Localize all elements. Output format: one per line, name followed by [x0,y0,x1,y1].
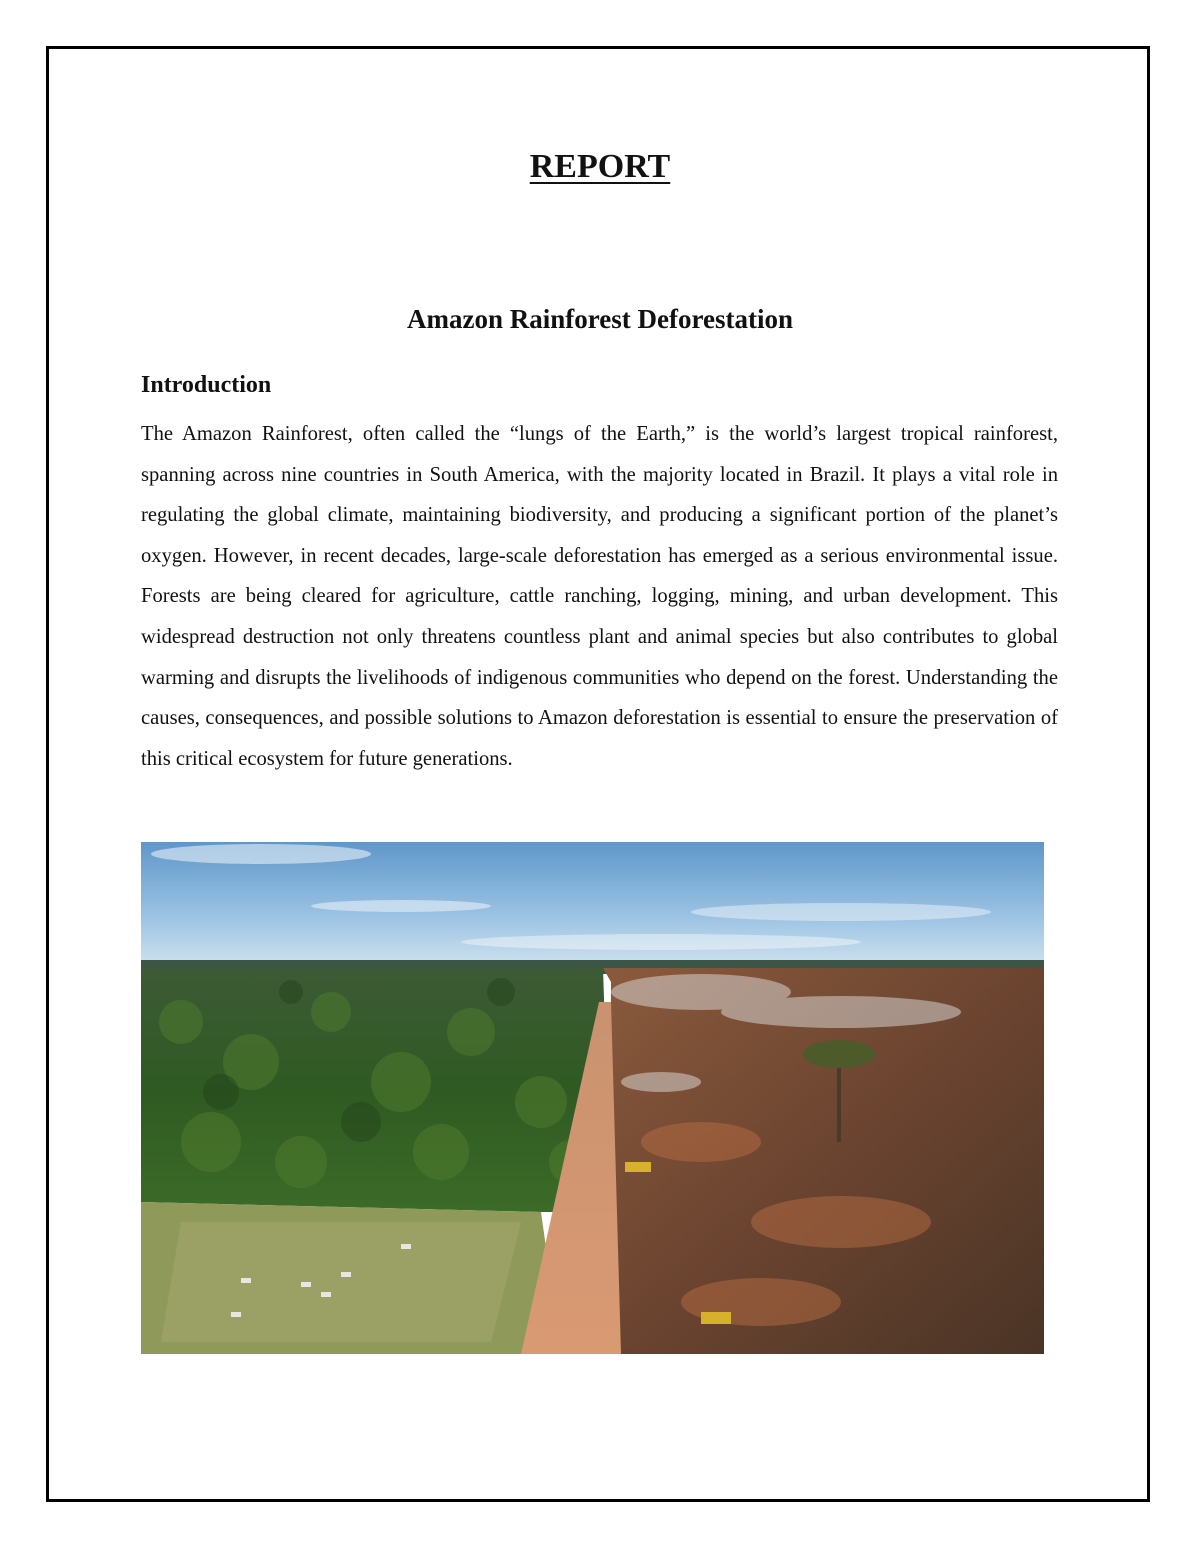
deforestation-photo [141,842,1044,1354]
introduction-paragraph: The Amazon Rainforest, often called the “lungs of the Earth,” is the world’s largest tropical rainforest, spanning across nine countries in South America, with the majority located in Brazil. It plays a vital role in regulating the global climate, maintaining biodiversity, and producing a significant portion of the planet’s oxygen. However, in recent decades, large-scale deforestation has emerged as a serious environmental issue. Forests are being cleared for agriculture, cattle ranching, logging, mining, and urban development. This widespread destruction not only threatens countless plant and animal species but also contributes to global warming and disrupts the livelihoods of indigenous communities who depend on the forest. Understanding the causes, consequences, and possible solutions to Amazon deforestation is essential to ensure the preservation of this critical ecosystem for future generations. [141,423,1058,770]
document-heading: Amazon Rainforest Deforestation [407,304,793,334]
section-heading-introduction: Introduction [141,372,272,398]
report-title: REPORT [529,148,671,185]
